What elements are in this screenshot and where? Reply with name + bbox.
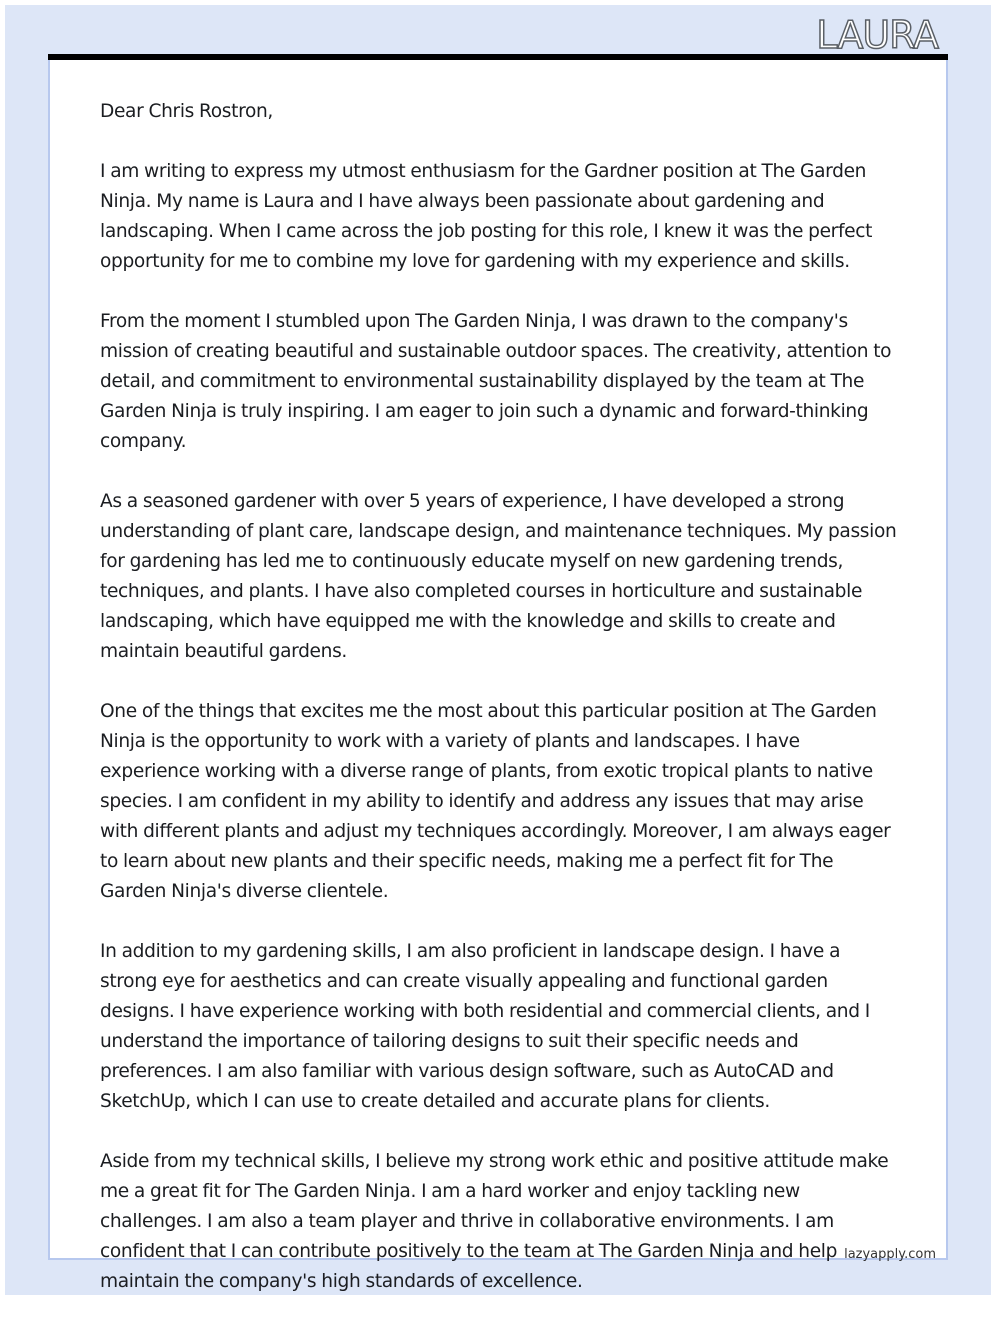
paragraph-design: In addition to my gardening skills, I am also proficient in landscape design. I have a strong eye for aesthetics and can create visually appealing and functional garden designs. I have experience working with both residential and commercial clients, and I understand the importance of tailoring designs to suit their specific needs and preferences. I am also familiar with various design software, such as AutoCAD and SketchUp, which I can use to create detailed and accurate plans for clients. — [100, 941, 870, 1112]
salutation: Dear Chris Rostron, — [100, 101, 273, 122]
paragraph-experience: As a seasoned gardener with over 5 years of experience, I have developed a strong understanding of plant care, landscape design, and maintenance techniques. My passion for gardening has led me to continuously educate myself on new gardening trends, techniques, and plants. I have also completed courses in horticulture and sustainable landscaping, which have equipped me with the knowledge and skills to create and maintain beautiful gardens. — [100, 491, 897, 662]
paragraph-company: From the moment I stumbled upon The Garden Ninja, I was drawn to the company's mission of creating beautiful and sustainable outdoor spaces. The creativity, attention to detail, and commitment to environmental sustainability displayed by the team at The Garden Ninja is truly inspiring. I am eager to join such a dynamic and forward-thinking company. — [100, 311, 892, 452]
footer-site-link[interactable]: lazyapply.com — [844, 1247, 936, 1262]
applicant-name: LAURA — [816, 13, 938, 57]
cover-letter-body — [100, 97, 900, 1327]
paragraph-intro: I am writing to express my utmost enthusiasm for the Gardner position at The Garden Ninja. My name is Laura and I have always been passionate about gardening and landscaping. When I came across the job posting for this role, I knew it was the perfect opportunity for me to combine my love for gardening with my experience and skills. — [100, 161, 873, 272]
paragraph-work-ethic: Aside from my technical skills, I believe my strong work ethic and positive attitude make me a great fit for The Garden Ninja. I am a hard worker and enjoy tackling new challenges. I am also a team player and thrive in collaborative environments. I am confident that I can contribute positively to the team at The Garden Ninja and help maintain the company's high standards of excellence. — [100, 1151, 889, 1292]
paragraph-plants: One of the things that excites me the most about this particular position at The Garden Ninja is the opportunity to work with a variety of plants and landscapes. I have experience working with a diverse range of plants, from exotic tropical plants to native species. I am confident in my ability to identify and address any issues that may arise with different plants and adjust my techniques accordingly. Moreover, I am always eager to learn about new plants and their specific needs, making me a perfect fit for The Garden Ninja's diverse clientele. — [100, 701, 891, 902]
header-rule — [48, 54, 948, 60]
